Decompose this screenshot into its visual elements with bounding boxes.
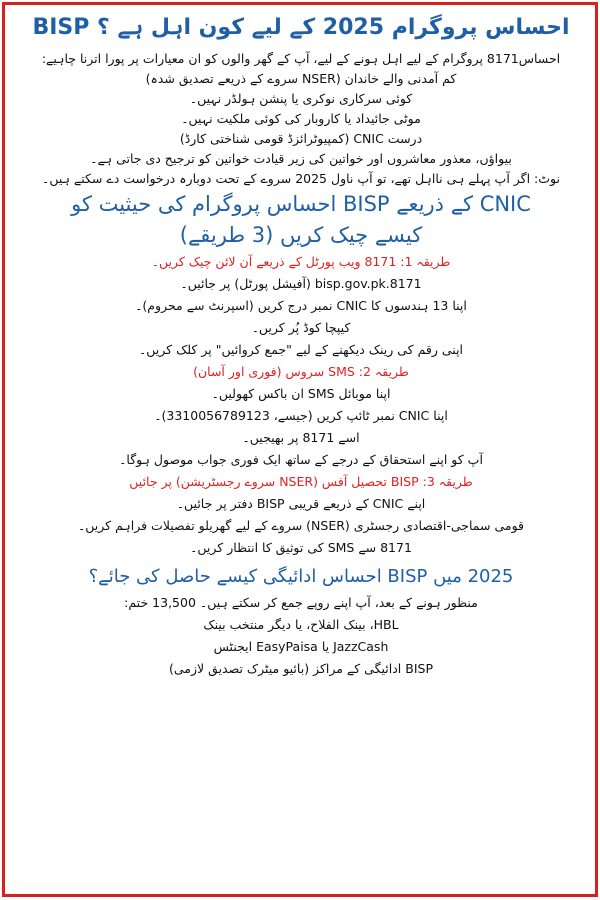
eligibility-item: کوئی سرکاری نوکری یا پنشن ہولڈر نہیں۔: [189, 91, 413, 106]
method3-title: طریقہ 3: BISP تحصیل آفس (NSER سروے رجسٹریشن) پر جائیں: [129, 474, 473, 489]
page-title: احساس پروگرام 2025 کے لیے کون اہل ہے ؟ BISP: [32, 15, 570, 40]
method1-title: طریقہ 1: 8171 ویب پورٹل کے ذریعے آن لائن چیک کریں۔: [151, 254, 451, 269]
method1-step: اپنا 13 ہندسوں کا CNIC نمبر درج کریں (اسپرنٹ سے محروم)۔: [135, 298, 467, 313]
payment-heading: 2025 میں BISP احساس ادائیگی کیسے حاصل کی جائے؟: [88, 566, 514, 587]
payment-intro: منظور ہونے کے بعد، آپ اپنے روپے جمع کر سکتے ہیں۔ 13,500 ختم:: [124, 595, 478, 610]
method1-step: bisp.gov.pk.8171 (آفیشل پورٹل) پر جائیں۔: [180, 276, 422, 291]
method2-step: اپنا CNIC نمبر ٹائپ کریں (جیسے، 3310056789123)۔: [154, 408, 448, 423]
eligibility-item: درست CNIC (کمپیوٹرائزڈ قومی شناختی کارڈ): [179, 131, 423, 146]
method1-step: اپنی رقم کی رینک دیکھنے کے لیے "جمع کروائیں" پر کلک کریں۔: [138, 342, 464, 357]
eligibility-item: موٹی جائیداد یا کاروبار کی کوئی ملکیت نہیں۔: [181, 111, 421, 126]
eligibility-item: بیواؤں، معذور معاشروں اور خواتین کی زیر قیادت خواتین کو ترجیح دی جاتی ہے۔: [90, 151, 512, 166]
method2-step: اپنا موبائل SMS ان باکس کھولیں۔: [211, 386, 391, 401]
article-frame: [2, 2, 598, 897]
payment-item: JazzCash یا EasyPaisa ایجنٹس: [213, 639, 389, 654]
method1-step: کیپچا کوڈ پُر کریں۔: [251, 320, 351, 335]
method2-step: اسے 8171 پر بھیجیں۔: [242, 430, 360, 445]
eligibility-note: نوٹ: اگر آپ پہلے ہی نااہل تھے، تو آپ ناول 2025 سروے کے تحت دوبارہ درخواست دے سکتے ہیں۔: [42, 171, 560, 186]
payment-item: BISP ادائیگی کے مراکز (بائیو میٹرک تصدیق لازمی): [169, 661, 433, 676]
method3-step: 8171 سے SMS کی توثیق کا انتظار کریں۔: [190, 540, 412, 555]
method2-title: طریقہ 2: SMS سروس (فوری اور آسان): [193, 364, 409, 379]
eligibility-intro: احساس8171 پروگرام کے لیے اہل ہونے کے لیے، آپ کے گھر والوں کو ان معیارات پر پورا اترنا چاہیے:: [41, 51, 561, 66]
method3-step: اپنے CNIC کے ذریعے قریبی BISP دفتر پر جائیں۔: [176, 496, 426, 511]
eligibility-item: کم آمدنی والے خاندان (NSER سروے کے ذریعے تصدیق شدہ): [145, 71, 457, 86]
method3-step: قومی سماجی-اقتصادی رجسٹری (NSER) سروے کے لیے گھریلو تفصیلات فراہم کریں۔: [77, 518, 525, 533]
article-content: [15, 11, 587, 680]
check-status-heading: CNIC کے ذریعے BISP احساس پروگرام کی حیثیت کو کیسے چیک کریں (3 طریقے): [71, 192, 531, 247]
payment-item: HBL، بینک الفلاح، یا دیگر منتخب بینک: [203, 617, 399, 632]
method2-step: آپ کو اپنے استحقاق کے درجے کے ساتھ ایک فوری جواب موصول ہوگا۔: [119, 452, 483, 467]
